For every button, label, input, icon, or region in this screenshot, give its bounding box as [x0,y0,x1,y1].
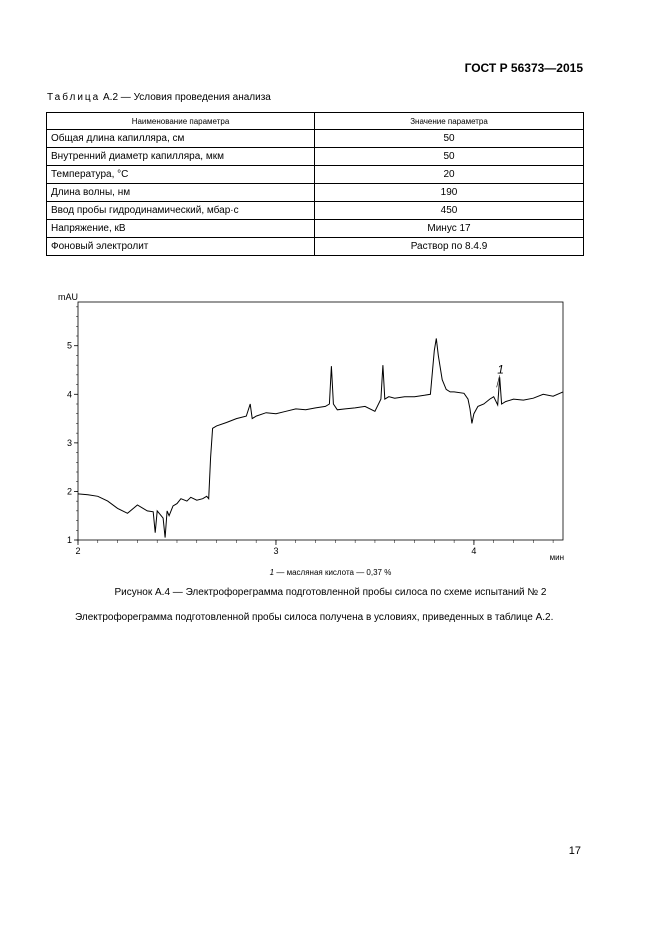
body-paragraph: Электрофореграмма подготовленной пробы силоса получена в условиях, приведенных в таблице А.2. [75,612,554,623]
parameter-name: Напряжение, кВ [47,220,315,238]
parameter-value: 50 [315,130,584,148]
parameter-name: Внутренний диаметр капилляра, мкм [47,148,315,166]
peak-label: 1 [497,362,504,377]
y-tick-label: 2 [66,486,72,497]
parameter-name: Ввод пробы гидродинамический, мбар·с [47,202,315,220]
parameter-name: Температура, °С [47,166,315,184]
page-number: 17 [568,845,581,857]
legend-text: — масляная кислота — 0,37 % [276,568,392,577]
table-caption-number: А.2 [103,92,119,103]
plot-frame [78,302,563,540]
series-line [78,338,563,537]
standard-code: ГОСТ Р 56373—2015 [464,61,583,75]
table-caption-title: Условия проведения анализа [133,92,271,103]
table-caption-label: Таблица [47,92,101,103]
x-tick-label: 4 [471,546,477,556]
y-tick-label: 4 [66,389,72,400]
figure-legend [0,568,661,577]
parameter-value: 20 [315,166,584,184]
column-header-parameter: Наименование параметра [47,113,315,130]
parameter-name: Фоновый электролит [47,238,315,256]
parameter-value: Минус 17 [315,220,584,238]
column-header-value: Значение параметра [315,113,584,130]
x-tick-label: 3 [273,546,279,556]
y-axis-label: mAU [58,292,78,302]
table-caption-dash: — [120,92,131,103]
parameter-name: Общая длина капилляра, см [47,130,315,148]
parameter-value: 190 [315,184,584,202]
y-tick-label: 5 [66,340,72,351]
figure-caption: Рисунок А.4 — Электрофореграмма подготовленной пробы силоса по схеме испытаний № 2 [114,587,547,598]
x-tick-label: 2 [75,546,81,556]
y-tick-label: 1 [66,535,72,545]
parameter-name: Длина волны, нм [47,184,315,202]
parameter-value: 450 [315,202,584,220]
parameter-value: Раствор по 8.4.9 [315,238,584,256]
parameter-value: 50 [315,148,584,166]
x-axis-label: мин [549,553,564,562]
legend-number: 1 [269,568,275,577]
y-tick-label: 3 [66,437,72,448]
